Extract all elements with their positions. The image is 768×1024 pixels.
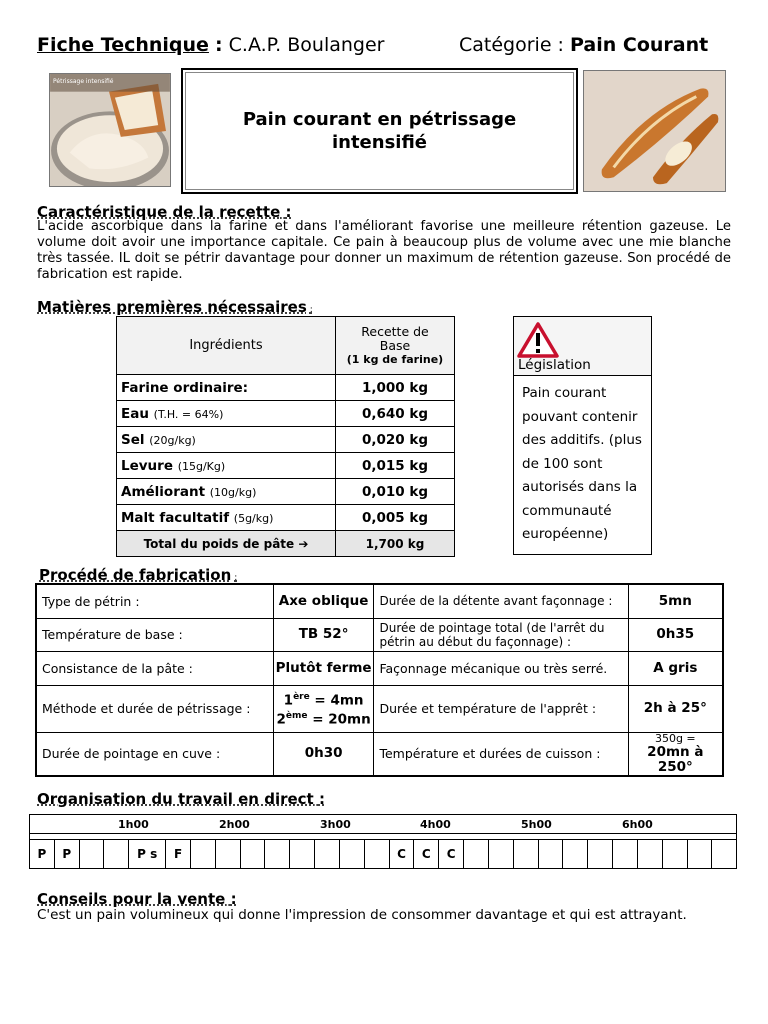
timeline-cell	[216, 840, 241, 868]
ingredient-name: Levure	[121, 457, 173, 474]
process-value: A gris	[628, 651, 723, 685]
hour-label: 5h00	[521, 818, 552, 831]
hour-label: 6h00	[622, 818, 653, 831]
ingredient-name: Eau	[121, 405, 149, 422]
legislation-text: Pain courant pouvant contenir des additifs. (plus de 100 sont autorisés dans la communauté européenne)	[522, 385, 642, 542]
procede-heading	[39, 566, 237, 584]
organisation-heading-text: Organisation du travail en direct	[37, 790, 314, 808]
timeline-cell	[663, 840, 688, 868]
school-name: C.A.P. Boulanger	[228, 34, 385, 56]
ingredients-header-row	[117, 317, 455, 375]
process-value: TB 52°	[273, 618, 374, 651]
timeline-cell	[489, 840, 514, 868]
process-value-kneading: 1ère = 4mn 2ème = 20mn	[273, 685, 374, 732]
timeline-cell	[290, 840, 315, 868]
header-colon: :	[215, 34, 223, 56]
matieres-heading	[37, 298, 313, 316]
ingredient-note: (5g/kg)	[233, 511, 274, 525]
recipe-title-box	[181, 68, 578, 194]
procede-colon: :	[234, 573, 238, 583]
process-value: 2h à 25°	[628, 685, 723, 732]
process-value-cuisson	[628, 732, 723, 776]
ingredient-value: 0,010 kg	[336, 479, 455, 505]
legislation-header	[514, 317, 651, 376]
conseils-heading-text: Conseils pour la vente	[37, 890, 226, 908]
process-label: Type de pétrin :	[36, 584, 273, 618]
process-label: Température et durées de cuisson :	[374, 732, 628, 776]
timeline-cell	[563, 840, 588, 868]
timeline-cell: P	[30, 840, 55, 868]
conseils-heading	[37, 890, 237, 908]
ingredient-note: (15g/Kg)	[177, 459, 226, 473]
process-label: Façonnage mécanique ou très serré.	[374, 651, 628, 685]
timeline-cell	[104, 840, 129, 868]
ingredient-row	[117, 453, 455, 479]
recipe-title: Pain courant en pétrissage intensifié	[242, 108, 517, 153]
legislation-label: Législation	[518, 357, 591, 373]
ingredient-name: Malt facultatif	[121, 509, 230, 526]
process-row	[36, 584, 723, 618]
total-row	[117, 531, 455, 557]
timeline-cell: C	[414, 840, 439, 868]
ingredient-row	[117, 375, 455, 401]
warning-icon	[517, 322, 559, 358]
timeline-cell	[712, 840, 736, 868]
cuisson-value: 20mn à 250°	[647, 743, 704, 775]
col-recette-label: Recette de Base	[361, 323, 429, 353]
hour-label: 2h00	[219, 818, 250, 831]
col-recette	[336, 317, 455, 375]
ingredient-row	[117, 401, 455, 427]
procede-heading-text: Procédé de fabrication	[39, 566, 232, 584]
ingredient-row	[117, 427, 455, 453]
timeline-cell	[464, 840, 489, 868]
timeline-cell	[539, 840, 564, 868]
organisation-colon: :	[318, 790, 325, 808]
timeline-cell	[588, 840, 613, 868]
timeline-cell	[80, 840, 105, 868]
process-value: Plutôt ferme	[273, 651, 374, 685]
ingredient-name: Améliorant	[121, 483, 206, 500]
conseils-colon: :	[230, 890, 237, 908]
timeline-hours	[29, 814, 737, 833]
baguette-photo	[583, 70, 726, 192]
baguette-illustration	[584, 71, 725, 191]
col-ingredients: Ingrédients	[117, 317, 336, 375]
legislation-box	[513, 316, 652, 555]
ingredient-name: Sel	[121, 431, 145, 448]
total-value: 1,700 kg	[336, 531, 455, 557]
timeline-cell: P s	[129, 840, 166, 868]
timeline-cells	[29, 839, 737, 869]
process-table	[35, 583, 724, 777]
timeline-cell	[315, 840, 340, 868]
timeline-cell	[365, 840, 390, 868]
organisation-heading	[37, 790, 325, 808]
timeline-cell: F	[166, 840, 191, 868]
category-label: Catégorie :	[459, 34, 564, 56]
hour-label: 4h00	[420, 818, 451, 831]
ingredient-row	[117, 505, 455, 531]
total-label: Total du poids de pâte ➔	[117, 531, 336, 557]
hour-label: 3h00	[320, 818, 351, 831]
caracteristique-text: L'acide ascorbique dans la farine et dans l'améliorant favorise une meilleure rétention gazeuse. Le volume doit avoir une importance capitale. Ce pain à beaucoup plus de volume avec une mie blanche très tassée. IL doit se pétrir davantage pour donner un maximum de rétention gazeuse. Son procédé de fabrication est rapide.	[37, 219, 731, 282]
cuisson-weight: 350g =	[654, 731, 696, 745]
process-label: Durée et température de l'apprêt :	[374, 685, 628, 732]
category-value: Pain Courant	[570, 34, 709, 56]
fiche-technique-label: Fiche Technique	[37, 34, 209, 56]
process-label: Durée de la détente avant façonnage :	[374, 584, 628, 618]
ingredient-value: 0,005 kg	[336, 505, 455, 531]
process-value: 0h30	[273, 732, 374, 776]
kneading-photo	[49, 73, 171, 187]
col-recette-sub: (1 kg de farine)	[346, 352, 444, 366]
matieres-heading-text: Matières premières nécessaires	[37, 298, 307, 316]
category	[459, 34, 708, 56]
hour-label: 1h00	[118, 818, 149, 831]
process-label: Durée de pointage en cuve :	[36, 732, 273, 776]
process-value: 5mn	[628, 584, 723, 618]
timeline-cell	[241, 840, 266, 868]
timeline-cell: P	[55, 840, 80, 868]
photo-caption: Pétrissage intensifié	[53, 78, 114, 85]
process-row	[36, 618, 723, 651]
timeline-cell: C	[390, 840, 415, 868]
process-value: 0h35	[628, 618, 723, 651]
process-row	[36, 685, 723, 732]
matieres-colon: :	[309, 305, 313, 315]
timeline-cell	[638, 840, 663, 868]
page-header	[37, 34, 737, 56]
timeline-cell	[265, 840, 290, 868]
process-label: Consistance de la pâte :	[36, 651, 273, 685]
ingredient-value: 0,020 kg	[336, 427, 455, 453]
caracteristique-colon: :	[285, 203, 292, 221]
process-label: Méthode et durée de pétrissage :	[36, 685, 273, 732]
ingredients-table	[116, 316, 455, 557]
conseils-text: C'est un pain volumineux qui donne l'impression de consommer davantage et qui est attrayant.	[37, 907, 687, 923]
timeline-cell	[514, 840, 539, 868]
process-label: Température de base :	[36, 618, 273, 651]
ingredient-note: (T.H. = 64%)	[153, 407, 224, 421]
ingredient-name: Farine ordinaire:	[121, 379, 249, 396]
process-row	[36, 651, 723, 685]
timeline-cell: C	[439, 840, 464, 868]
ingredient-note: (10g/kg)	[209, 485, 257, 499]
ingredient-value: 1,000 kg	[336, 375, 455, 401]
ingredient-value: 0,640 kg	[336, 401, 455, 427]
timeline-cell	[340, 840, 365, 868]
caracteristique-heading-text: Caractéristique de la recette	[37, 203, 281, 221]
process-row	[36, 732, 723, 776]
work-timeline	[29, 814, 737, 869]
ingredient-row	[117, 479, 455, 505]
timeline-cell	[613, 840, 638, 868]
timeline-cell	[688, 840, 713, 868]
ingredient-note: (20g/kg)	[149, 433, 196, 447]
timeline-cell	[191, 840, 216, 868]
ingredient-value: 0,015 kg	[336, 453, 455, 479]
process-value: Axe oblique	[273, 584, 374, 618]
process-label: Durée de pointage total (de l'arrêt du pétrin au début du façonnage) :	[374, 618, 628, 651]
kneading-bowl-illustration	[50, 74, 170, 186]
